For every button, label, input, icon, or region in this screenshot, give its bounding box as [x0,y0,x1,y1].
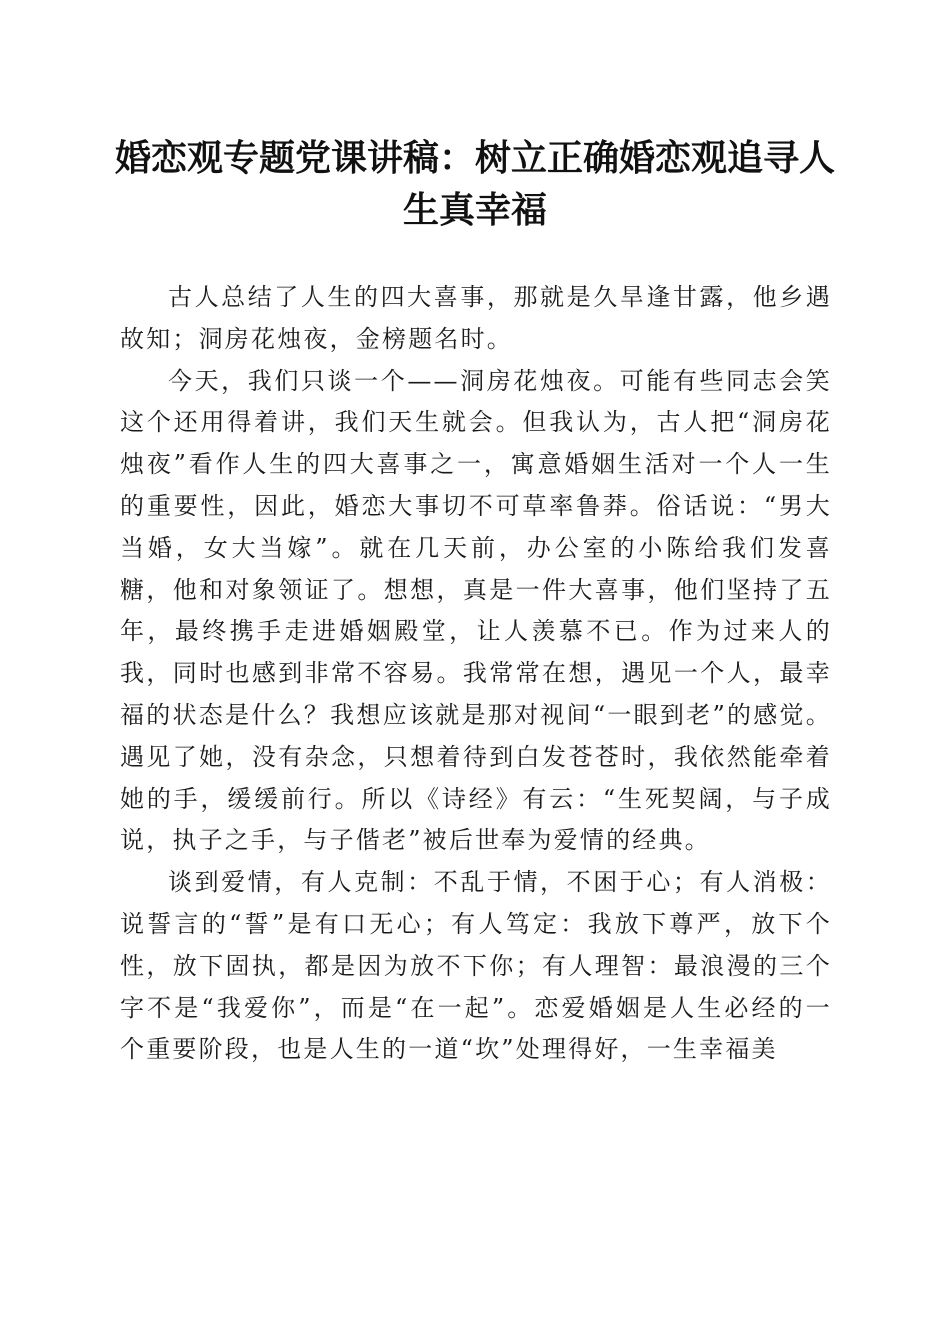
document-body [120,277,832,1071]
paragraph-1: 古人总结了人生的四大喜事，那就是久旱逢甘露，他乡遇故知；洞房花烛夜，金榜题名时。 [120,283,832,353]
paragraph-3: 谈到爱情，有人克制：不乱于情，不困于心；有人消极：说誓言的“誓”是有口无心；有人笃定：我放下尊严，放下个性，放下固执，都是因为放不下你；有人理智：最浪漫的三个字不是“我爱你”，而是“在一起”。恋爱婚姻是人生必经的一个重要阶段，也是人生的一道“坎”处理得好，一生幸福美 [120,868,832,1064]
document-title: 婚恋观专题党课讲稿：树立正确婚恋观追寻人生真幸福 [114,137,835,231]
paragraph-2: 今天，我们只谈一个——洞房花烛夜。可能有些同志会笑这个还用得着讲，我们天生就会。但我认为，古人把“洞房花烛夜”看作人生的四大喜事之一，寓意婚姻生活对一个人一生的重要性，因此，婚恋大事切不可草率鲁莽。俗话说：“男大当婚，女大当嫁”。就在几天前，办公室的小陈给我们发喜糖，他和对象领证了。想想，真是一件大喜事，他们坚持了五年，最终携手走进婚姻殿堂，让人羡慕不已。作为过来人的我，同时也感到非常不容易。我常常在想，遇见一个人，最幸福的状态是什么？我想应该就是那对视间“一眼到老”的感觉。遇见了她，没有杂念，只想着待到白发苍苍时，我依然能牵着她的手，缓缓前行。所以《诗经》有云：“生死契阔，与子成说，执子之手，与子偕老”被后世奉为爱情的经典。 [120,366,832,855]
